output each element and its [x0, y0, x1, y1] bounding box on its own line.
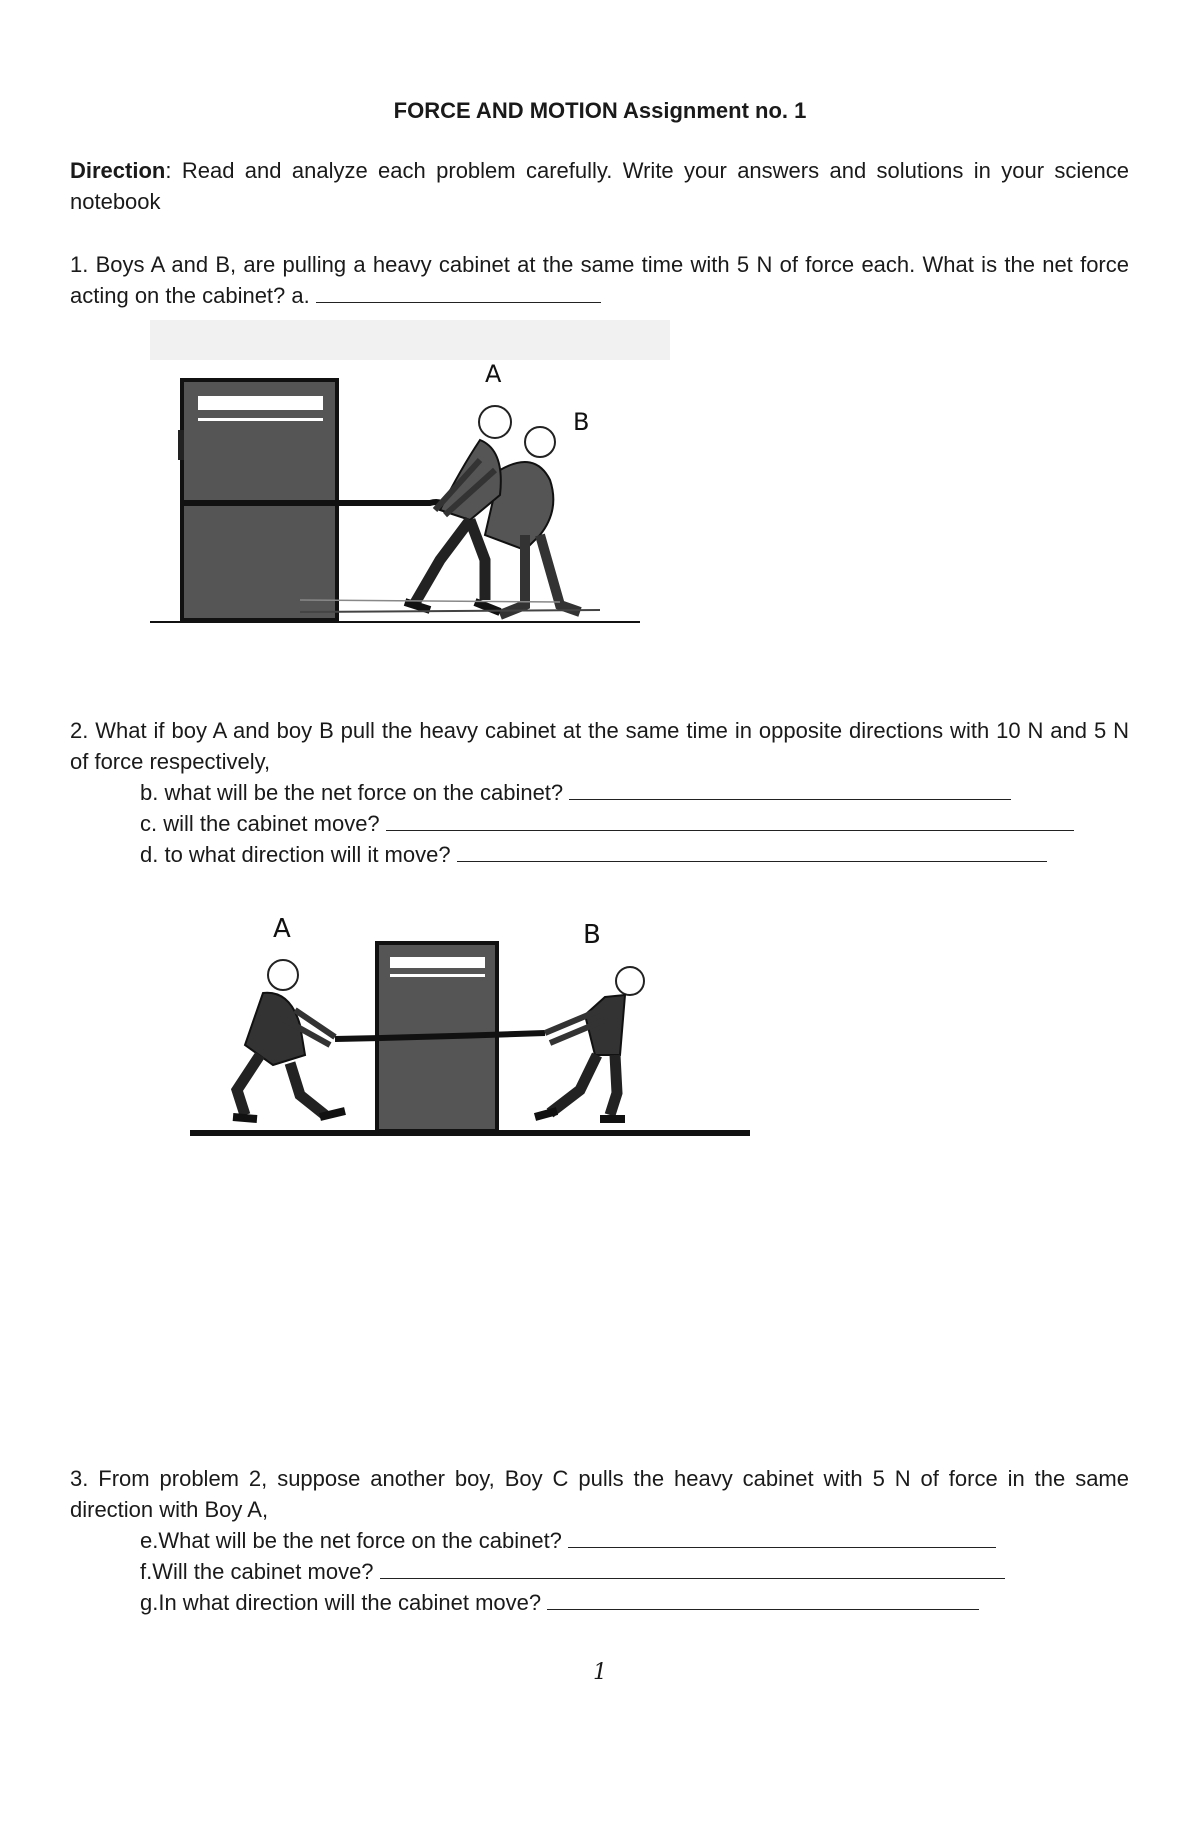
question-3f: [140, 1556, 1005, 1587]
question-3e: [140, 1525, 996, 1556]
question-2c: [140, 808, 1074, 839]
answer-blank-c[interactable]: [386, 810, 1074, 831]
question-1: [70, 249, 1129, 311]
question-3: [70, 1463, 1129, 1525]
answer-blank-e[interactable]: [568, 1527, 996, 1548]
figure-1-label-a: A: [485, 360, 502, 388]
direction-label: Direction: [70, 158, 166, 183]
rope: [180, 502, 445, 506]
direction-paragraph: [70, 155, 1129, 217]
question-2b-text: b. what will be the net force on the cabinet?: [140, 780, 564, 805]
page-number: 1: [593, 1660, 607, 1685]
question-2d: [140, 839, 1047, 870]
question-2: [70, 715, 1129, 777]
boy-b-figure: [535, 967, 644, 1119]
answer-blank-g[interactable]: [547, 1589, 979, 1610]
question-2b: [140, 777, 1011, 808]
answer-blank-d[interactable]: [457, 841, 1047, 862]
answer-blank-f[interactable]: [380, 1558, 1005, 1579]
page-title: FORCE AND MOTION Assignment no. 1: [393, 98, 807, 123]
rope: [335, 1033, 545, 1039]
boy-a-figure: [233, 960, 345, 1119]
figure-1-same-direction: [140, 320, 680, 640]
figure-2-opposite-directions: [185, 905, 765, 1145]
question-1-text: 1. Boys A and B, are pulling a heavy cabinet at the same time with 5 N of force each. What is the net force acting on the cabinet? a.: [70, 252, 1129, 308]
question-3g: [140, 1587, 979, 1618]
question-2c-text: c. will the cabinet move?: [140, 811, 380, 836]
answer-blank-b[interactable]: [569, 779, 1011, 800]
question-3f-text: f.Will the cabinet move?: [140, 1559, 374, 1584]
answer-blank-a[interactable]: [316, 282, 601, 303]
question-3e-text: e.What will be the net force on the cabinet?: [140, 1528, 562, 1553]
question-3g-text: g.In what direction will the cabinet move?: [140, 1590, 542, 1615]
direction-text: : Read and analyze each problem carefully. Write your answers and solutions in your science notebook: [70, 158, 1129, 214]
question-2d-text: d. to what direction will it move?: [140, 842, 451, 867]
question-2-text: 2. What if boy A and boy B pull the heavy cabinet at the same time in opposite directions with 10 N and 5 N of force respectively,: [70, 718, 1129, 774]
figure-1-label-b: B: [573, 408, 590, 436]
question-3-text: 3. From problem 2, suppose another boy, Boy C pulls the heavy cabinet with 5 N of force in the same direction with Boy A,: [70, 1466, 1129, 1522]
figure-2-label-b: B: [583, 920, 601, 950]
figure-2-label-a: A: [273, 914, 291, 944]
